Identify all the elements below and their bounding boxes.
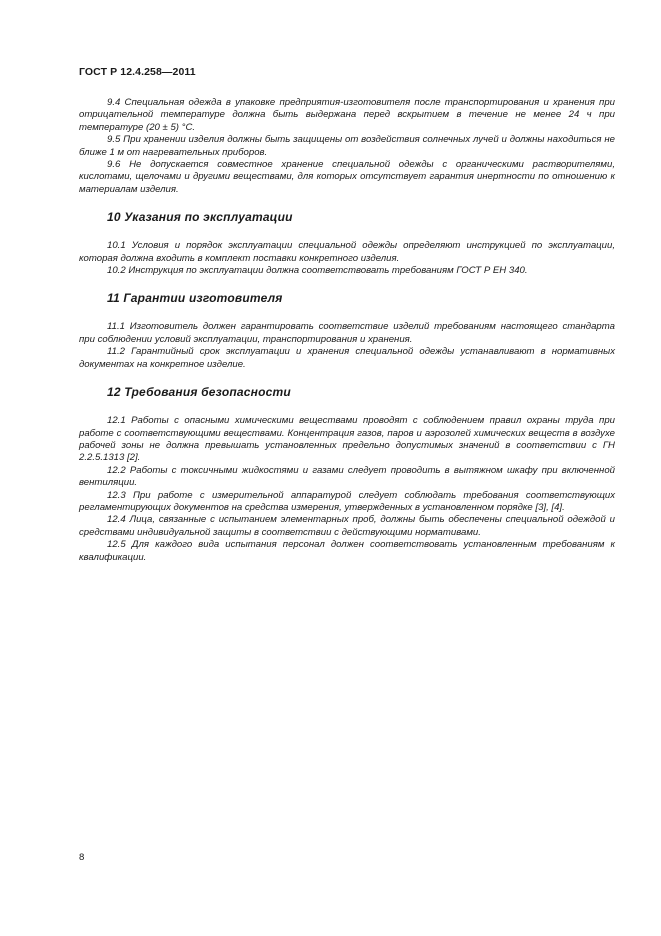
- paragraph-11-2: 11.2 Гарантийный срок эксплуатации и хранения специальной одежды устанавливают в нормативных документах на конкретное изделие.: [79, 346, 615, 370]
- paragraph-11-1: 11.1 Изготовитель должен гарантировать соответствие изделий требованиям настоящего стандарта при соблюдении условий эксплуатации, транспортирования и хранения.: [79, 321, 615, 345]
- paragraph-10-2: 10.2 Инструкция по эксплуатации должна соответствовать требованиям ГОСТ Р ЕН 340.: [107, 265, 528, 277]
- paragraph-9-4: 9.4 Специальная одежда в упаковке предприятия-изготовителя после транспортирования и хранения при отрицательной температуре должна быть выдержана перед вскрытием в течение не менее 24 ч при температуре (20 ± 5) °C.: [79, 97, 615, 133]
- document-body: [79, 97, 615, 564]
- section-12-title: 12 Требования безопасности: [107, 385, 291, 400]
- paragraph-12-4: 12.4 Лица, связанные с испытанием элементарных проб, должны быть обеспечены специальной одеждой и средствами индивидуальной защиты в соответствии с действующими нормативами.: [79, 514, 615, 538]
- paragraph-9-6: 9.6 Не допускается совместное хранение специальной одежды с органическими растворителями, кислотами, щелочами и другими веществами, для которых отсутствует гарантия инертности по отношению к материалам изделия.: [79, 159, 615, 195]
- paragraph-12-5: 12.5 Для каждого вида испытания персонал должен соответствовать установленным требованиям к квалификации.: [79, 539, 615, 563]
- paragraph-10-1: 10.1 Условия и порядок эксплуатации специальной одежды определяют инструкцией по эксплуатации, которая должна входить в комплект поставки конкретного изделия.: [79, 240, 615, 264]
- paragraph-12-1: 12.1 Работы с опасными химическими веществами проводят с соблюдением правил охраны труда при работе с соответствующими веществами. Концентрация газов, паров и аэрозолей химических веществ в воздухе рабочей зоны не должна превышать установленных предельно допустимых значений в соответствии с ГН 2.2.5.1313 [2].: [79, 415, 615, 464]
- section-11-title: 11 Гарантии изготовителя: [107, 291, 283, 306]
- section-10-title: 10 Указания по эксплуатации: [107, 210, 293, 225]
- paragraph-12-3: 12.3 При работе с измерительной аппаратурой следует соблюдать требования соответствующих регламентирующих документов на средства измерения, утвержденных в установленном порядке [3], [4].: [79, 489, 615, 513]
- page-number: 8: [79, 852, 85, 863]
- paragraph-9-5: 9.5 При хранении изделия должны быть защищены от воздействия солнечных лучей и должны находиться не ближе 1 м от нагревательных приборов.: [79, 134, 615, 158]
- paragraph-12-2: 12.2 Работы с токсичными жидкостями и газами следует проводить в вытяжном шкафу при включенной вентиляции.: [79, 464, 615, 489]
- document-header: ГОСТ Р 12.4.258—2011: [79, 66, 196, 78]
